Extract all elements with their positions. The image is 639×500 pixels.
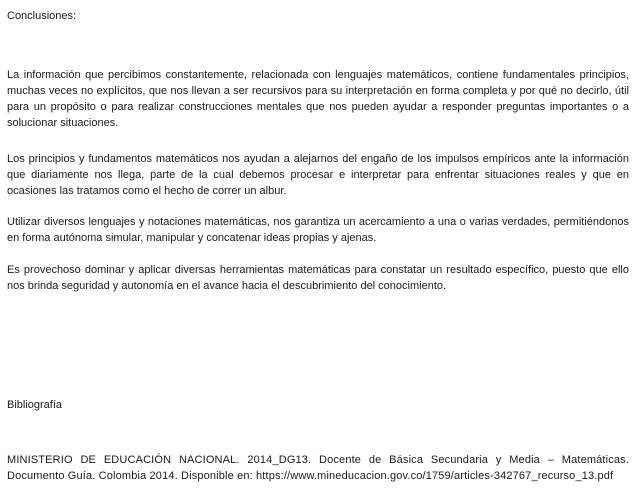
conclusion-paragraph-1: La información que percibimos constantemente, relacionada con lenguajes matemáticos, contiene fundamentales principios, muchas veces no explícitos, que nos llevan a ser recursivos para su interpretación en forma completa y por qué no decirlo, útil para un propósito o para realizar construcciones mentales que nos pueden ayudar a responder preguntas importantes o a solucionar situaciones.	[7, 69, 629, 129]
bibliography-heading: Bibliografía	[7, 399, 63, 411]
conclusions-heading: Conclusiones:	[7, 10, 77, 22]
document-page	[7, 0, 629, 500]
conclusion-paragraph-3: Utilizar diversos lenguajes y notaciones matemáticas, nos garantiza un acercamiento a una o varias verdades, permitiéndonos en forma autónoma simular, manipular y concatenar ideas propias y ajenas.	[7, 216, 629, 244]
conclusion-paragraph-4: Es provechoso dominar y aplicar diversas herramientas matemáticas para constatar un resultado específico, puesto que ello nos brinda seguridad y autonomía en el avance hacia el descubrimiento del conocimiento.	[7, 264, 629, 292]
bibliography-entry: MINISTERIO DE EDUCACIÓN NACIONAL. 2014_DG13. Docente de Básica Secundaria y Media – Matemáticas. Documento Guía. Colombia 2014. Disponible en: https://www.mineducacion.gov.co/1759/articles-342767_recurso_13.pdf	[7, 454, 629, 482]
conclusion-paragraph-2: Los principios y fundamentos matemáticos nos ayudan a alejarnos del engaño de los impulsos empíricos ante la información que diariamente nos llega, parte de la cual debemos procesar e interpretar para enfrentar situaciones reales y que en ocasiones las tratamos como el hecho de correr un albur.	[7, 153, 629, 197]
